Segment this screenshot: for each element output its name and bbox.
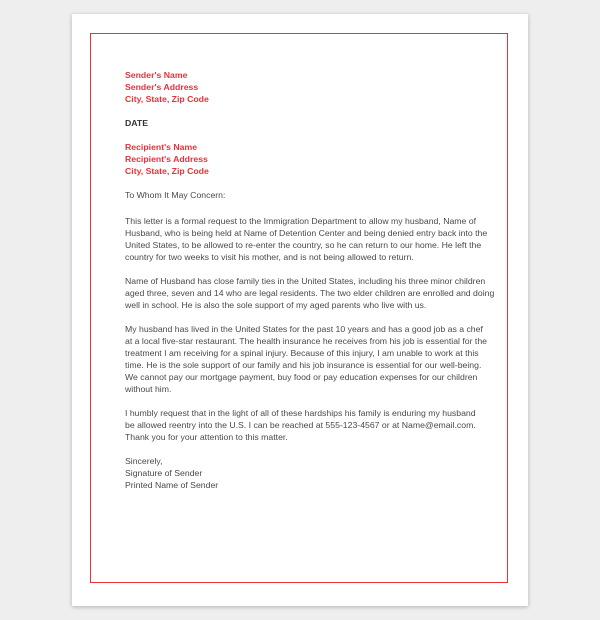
sender-address: Sender's Address	[125, 82, 199, 92]
sender-city-state-zip: City, State, Zip Code	[125, 94, 209, 104]
sender-name: Sender's Name	[125, 70, 188, 80]
recipient-name: Recipient's Name	[125, 142, 198, 152]
letter-page	[72, 14, 528, 606]
paragraph-line: United States, to be allowed to re-enter the country, so he can return to our home. He left the	[125, 240, 482, 250]
body-paragraph-2	[125, 275, 495, 311]
paragraph-line: aged three, seven and 14 who are legal residents. The two elder children are enrolled and doing	[125, 288, 495, 298]
paragraph-line: treatment I am receiving for a spinal injury. Because of this injury, I am unable to work at this	[125, 348, 479, 358]
recipient-city-state-zip: City, State, Zip Code	[125, 166, 209, 176]
paragraph-line: I humbly request that in the light of all of these hardships his family is enduring my husband	[125, 408, 476, 418]
paragraph-line: time. He is the sole support of our family and his job insurance is essential for our well-being.	[125, 360, 482, 370]
sender-block	[125, 69, 473, 105]
closing-block	[125, 455, 473, 491]
body-paragraph-1	[125, 215, 488, 263]
date-line: DATE	[125, 118, 149, 128]
paragraph-line: at a local five-star restaurant. The health insurance he receives from his job is essential for the	[125, 336, 487, 346]
paragraph-line: Thank you for your attention to this matter.	[125, 432, 288, 442]
paragraph-line: This letter is a formal request to the Immigration Department to allow my husband, Name of	[125, 216, 477, 226]
paragraph-line: well in school. He is also the sole support of my aged parents who live with us.	[125, 300, 427, 310]
paragraph-line: country for two weeks to visit his mother, and is not being allowed to return.	[125, 252, 414, 262]
body-paragraph-4	[125, 407, 476, 443]
printed-name-placeholder: Printed Name of Sender	[125, 480, 219, 490]
paragraph-line: Name of Husband has close family ties in the United States, including his three minor children	[125, 276, 486, 286]
signature-placeholder: Signature of Sender	[125, 468, 203, 478]
paragraph-line: without him.	[125, 384, 172, 394]
body-paragraph-3	[125, 323, 487, 395]
paragraph-line: Husband, who is being held at Name of Detention Center and being denied entry back into the	[125, 228, 488, 238]
paragraph-line: My husband has lived in the United States for the past 10 years and has a good job as a chef	[125, 324, 483, 334]
recipient-block	[125, 141, 473, 177]
recipient-address: Recipient's Address	[125, 154, 208, 164]
salutation: To Whom It May Concern:	[125, 190, 226, 200]
letter-content	[125, 69, 495, 491]
valediction: Sincerely,	[125, 456, 163, 466]
paragraph-line: be allowed reentry into the U.S. I can be reached at 555-123-4567 or at Name@email.com.	[125, 420, 476, 430]
paragraph-line: We cannot pay our mortgage payment, buy food or pay education expenses for our children	[125, 372, 478, 382]
